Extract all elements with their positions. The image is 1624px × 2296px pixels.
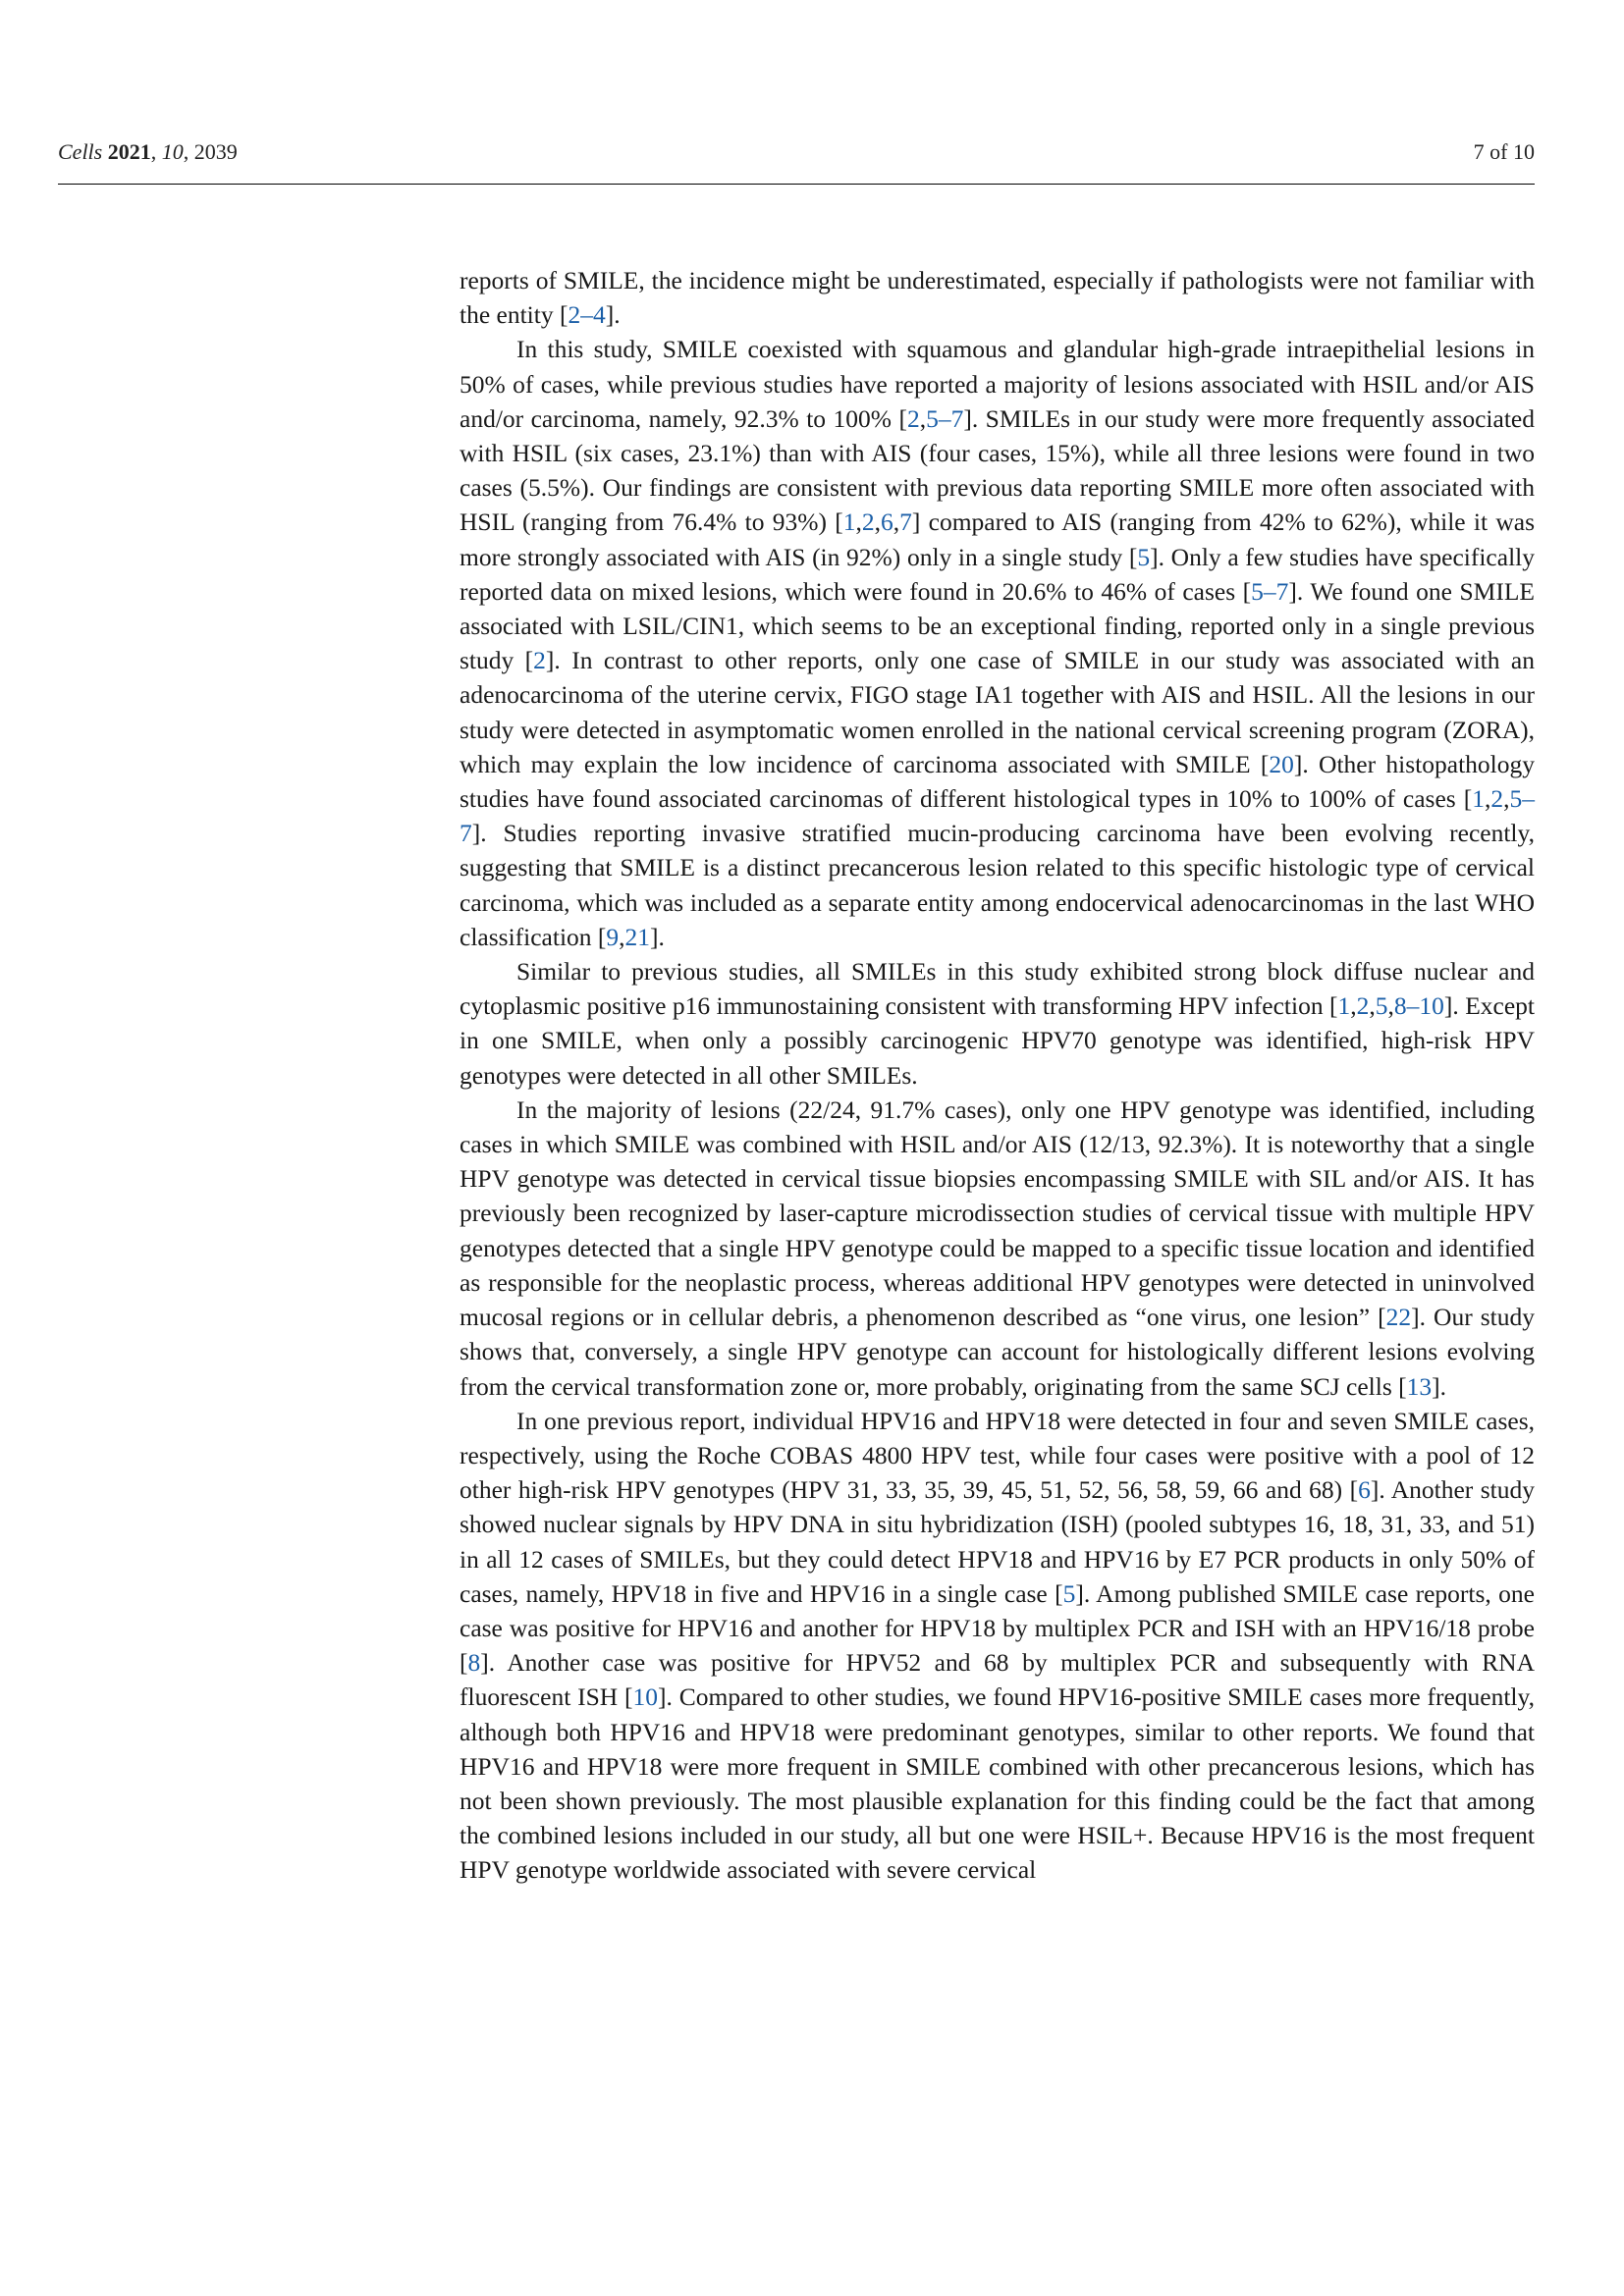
paragraph-text: , bbox=[1485, 784, 1491, 814]
citation-link[interactable]: 2 bbox=[1356, 991, 1370, 1021]
citation-link[interactable]: 6 bbox=[1358, 1475, 1371, 1505]
citation-link[interactable]: 22 bbox=[1385, 1303, 1412, 1332]
citation-link[interactable]: 5 bbox=[1062, 1578, 1076, 1608]
citation-link[interactable]: 5–7 bbox=[460, 784, 1535, 848]
paragraph-text: ]. Other histopathology studies have found associated carcinomas of different histological types in 10% to 100% of cases [ bbox=[460, 749, 1535, 814]
journal-name: Cells bbox=[58, 139, 103, 164]
body-paragraph bbox=[460, 263, 1535, 332]
paragraph-text: , bbox=[893, 507, 900, 537]
paragraph-text: ]. bbox=[650, 922, 665, 951]
paragraph-text: ]. Another case was positive for HPV52 and 68 by multiplex PCR and subsequently with RNA fluorescent ISH [ bbox=[460, 1648, 1535, 1712]
paragraph-text: , bbox=[619, 922, 625, 951]
paragraph-text: ]. bbox=[605, 300, 621, 330]
body-paragraph bbox=[460, 1404, 1535, 1888]
paragraph-text: , bbox=[1387, 991, 1394, 1021]
citation-link[interactable]: 5–7 bbox=[1251, 576, 1289, 606]
citation-link[interactable]: 9 bbox=[606, 922, 620, 951]
article-number: 2039 bbox=[193, 139, 238, 164]
citation-link[interactable]: 2 bbox=[861, 507, 875, 537]
paragraph-text: , bbox=[1369, 991, 1376, 1021]
paragraph-text: In this study, SMILE coexisted with squamous and glandular high-grade intraepithelial lesions in 50% of cases, while previous studies have reported a majority of lesions associated with HSIL and/or AIS and/or carcinoma, namely, 92.3% to 100% [ bbox=[460, 335, 1535, 433]
citation-link[interactable]: 7 bbox=[899, 507, 912, 537]
citation-link[interactable]: 1 bbox=[1337, 991, 1351, 1021]
paragraph-text: , bbox=[919, 403, 927, 433]
body-paragraph bbox=[460, 954, 1535, 1093]
citation-link[interactable]: 2 bbox=[906, 403, 920, 433]
paragraph-text: ]. Among published SMILE case reports, one case was positive for HPV16 and another for HPV18 by multiplex PCR and ISH with an HPV16/18 probe [ bbox=[460, 1578, 1535, 1678]
page-number: 7 of 10 bbox=[1473, 139, 1535, 164]
paragraph-text: In the majority of lesions (22/24, 91.7% cases), only one HPV genotype was identified, including cases in which SMILE was combined with HSIL and/or AIS (12/13, 92.3%). It is noteworthy that a single HPV genotype was detected in cervical tissue biopsies encompassing SMILE with SIL and/or AIS. It has previously been recognized by laser-capture microdissection studies of cervical tissue with multiple HPV genotypes detected that a single HPV genotype could be mapped to a specific tissue location and identified as responsible for the neoplastic process, whereas additional HPV genotypes were detected in uninvolved mucosal regions or in cellular debris, a phenomenon described as “one virus, one lesion” [ bbox=[460, 1095, 1535, 1332]
paragraph-text: ]. Another study showed nuclear signals by HPV DNA in situ hybridization (ISH) (pooled subtypes 16, 18, 31, 33, and 51) in all 12 cases of SMILEs, but they could detect HPV18 and HPV16 by E7 PCR products in only 50% of cases, namely, HPV18 in five and HPV16 in a single case [ bbox=[460, 1475, 1536, 1608]
citation-link[interactable]: 1 bbox=[1472, 784, 1485, 814]
citation-link[interactable]: 5–7 bbox=[926, 403, 964, 433]
citation-link[interactable]: 20 bbox=[1269, 749, 1294, 778]
journal-volume: 10 bbox=[161, 139, 184, 164]
citation-link[interactable]: 8–10 bbox=[1393, 991, 1444, 1021]
paragraph-text: Similar to previous studies, all SMILEs in this study exhibited strong block diffuse nuclear and cytoplasmic positive p16 immunostaining consistent with transforming HPV infection [ bbox=[460, 957, 1535, 1021]
citation-link[interactable]: 2 bbox=[1490, 784, 1504, 814]
paragraph-text: ]. bbox=[1432, 1371, 1446, 1401]
paragraph-text: , bbox=[855, 507, 862, 537]
paragraph-text: ]. Our study shows that, conversely, a single HPV genotype can account for histologically different lesions evolving from the cervical transformation zone or, more probably, originating from the same SCJ cells [ bbox=[460, 1303, 1535, 1401]
citation-link[interactable]: 2–4 bbox=[568, 300, 606, 330]
citation-link[interactable]: 2 bbox=[533, 646, 546, 675]
article-body bbox=[460, 263, 1535, 1888]
paragraph-text: , bbox=[1350, 991, 1357, 1021]
citation-link[interactable]: 13 bbox=[1406, 1371, 1433, 1401]
body-paragraph bbox=[460, 1093, 1535, 1404]
body-paragraph bbox=[460, 332, 1535, 954]
citation-link[interactable]: 21 bbox=[624, 922, 651, 951]
paragraph-text: ]. Only a few studies have specifically reported data on mixed lesions, which were found in 20.6% to 46% of cases [ bbox=[460, 542, 1535, 606]
citation-link[interactable]: 6 bbox=[880, 507, 893, 537]
journal-year: 2021 bbox=[107, 139, 151, 164]
citation-link[interactable]: 1 bbox=[842, 507, 856, 537]
citation-link[interactable]: 8 bbox=[467, 1648, 481, 1678]
paragraph-text: , bbox=[1503, 784, 1510, 814]
paragraph-text: ]. Except in one SMILE, when only a possibly carcinogenic HPV70 genotype was identified, high-risk HPV genotypes were detected in all other SMILEs. bbox=[460, 991, 1535, 1090]
paragraph-text: ] compared to AIS (ranging from 42% to 62%), while it was more strongly associated with AIS (in 92%) only in a single study [ bbox=[460, 507, 1535, 571]
citation-link[interactable]: 5 bbox=[1375, 991, 1388, 1021]
paragraph-text: ]. SMILEs in our study were more frequently associated with HSIL (six cases, 23.1%) than with AIS (four cases, 15%), while all three lesions were found in two cases (5.5%). Our findings are consistent with previous data reporting SMILE more often associated with HSIL (ranging from 76.4% to 93%) [ bbox=[460, 403, 1535, 537]
paragraph-text: , bbox=[874, 507, 881, 537]
paragraph-text: ]. We found one SMILE associated with LSIL/CIN1, which seems to be an exceptional finding, reported only in a single previous study [ bbox=[460, 576, 1535, 675]
paragraph-text: In one previous report, individual HPV16 and HPV18 were detected in four and seven SMILE cases, respectively, using the Roche COBAS 4800 HPV test, while four cases were positive with a pool of 12 other high-risk HPV genotypes (HPV 31, 33, 35, 39, 45, 51, 52, 56, 58, 59, 66 and 68) [ bbox=[460, 1406, 1535, 1505]
citation-link[interactable]: 5 bbox=[1137, 542, 1151, 571]
paragraph-text: ]. Compared to other studies, we found HPV16-positive SMILE cases more frequently, although both HPV16 and HPV18 were predominant genotypes, similar to other reports. We found that HPV16 and HPV18 were more frequent in SMILE combined with other precancerous lesions, which has not been shown previously. The most plausible explanation for this finding could be the fact that among the combined lesions included in our study, all but one were HSIL+. Because HPV16 is the most frequent HPV genotype worldwide associated with severe cervical bbox=[460, 1682, 1535, 1885]
journal-citation: Cells 2021, 10, 2039 bbox=[58, 139, 238, 164]
paragraph-text: ]. In contrast to other reports, only one case of SMILE in our study was associated with an adenocarcinoma of the uterine cervix, FIGO stage IA1 together with AIS and HSIL. All the lesions in our study were detected in asymptomatic women enrolled in the national cervical screening program (ZORA), which may explain the low incidence of carcinoma associated with SMILE [ bbox=[460, 646, 1535, 778]
citation-link[interactable]: 10 bbox=[632, 1682, 659, 1712]
paragraph-text: reports of SMILE, the incidence might be underestimated, especially if pathologists were not familiar with the entity [ bbox=[460, 266, 1535, 330]
header-divider bbox=[58, 184, 1535, 185]
paragraph-text: ]. Studies reporting invasive stratified mucin-producing carcinoma have been evolving recently, suggesting that SMILE is a distinct precancerous lesion related to this specific histologic type of cervical carcinoma, which was included as a separate entity among endocervical adenocarcinomas in the last WHO classification [ bbox=[460, 819, 1535, 951]
